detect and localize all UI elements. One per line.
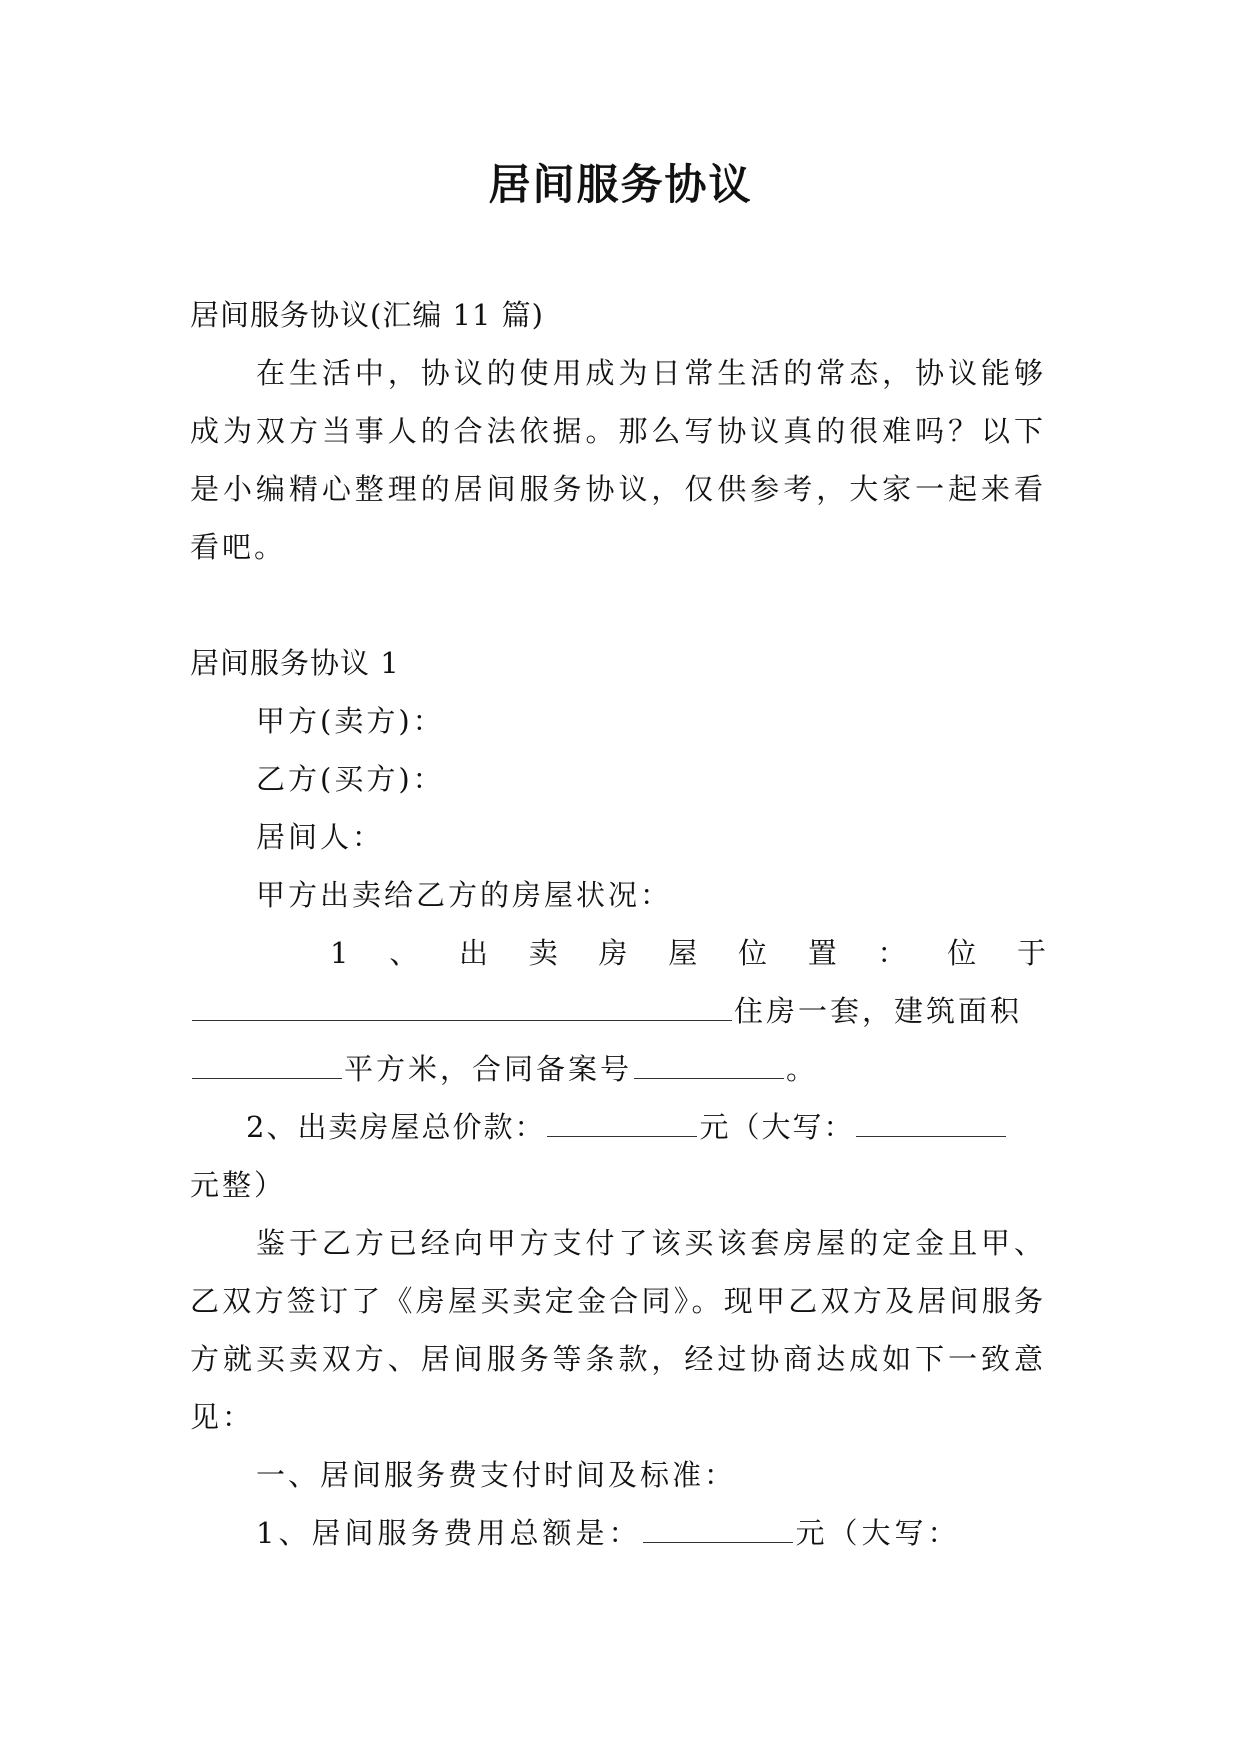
area-blank [192, 1050, 342, 1079]
item1-char: 位 [737, 936, 767, 970]
section-heading: 居间服务协议 1 [190, 646, 400, 680]
clause1-item1-line [190, 1504, 1046, 1562]
party-a-line: 甲方(卖方)： [256, 704, 445, 738]
item1-char: ： [877, 936, 907, 970]
location-blank [192, 992, 732, 1021]
clause1-item1-text-b: 元（大写： [795, 1516, 961, 1550]
item1-char: 、 [389, 936, 419, 970]
item1-char: 卖 [528, 936, 558, 970]
item1-line2 [190, 982, 1046, 1040]
total-price-capital-blank [856, 1108, 1006, 1137]
item1-char: 屋 [668, 936, 698, 970]
agreement-paragraph: 鉴于乙方已经向甲方支付了该买该套房屋的定金且甲、乙双方签订了《房屋买卖定金合同》。现甲乙双方及居间服务方就买卖双方、居间服务等条款，经过协商达成如下一致意见： [190, 1226, 1046, 1434]
item1-location-line [190, 924, 1046, 982]
property-intro-line: 甲方出卖给乙方的房屋状况： [256, 878, 673, 912]
clause1-heading: 一、居间服务费支付时间及标准： [256, 1458, 737, 1492]
document-body [190, 286, 1046, 1562]
item2-text-a: 2、出卖房屋总价款： [246, 1110, 546, 1144]
item1-line2-text: 住房一套，建筑面积 [734, 994, 1023, 1028]
service-fee-blank [643, 1514, 793, 1543]
item1-char: 置 [807, 936, 837, 970]
item1-line3-text-b: 。 [786, 1052, 819, 1086]
item1-line3 [190, 1040, 1046, 1098]
clause1-item1-text-a: 1、居间服务费用总额是： [256, 1516, 642, 1550]
broker-line: 居间人： [256, 820, 385, 854]
document-title: 居间服务协议 [488, 160, 753, 209]
item1-char: 房 [598, 936, 628, 970]
total-price-blank [547, 1108, 697, 1137]
item2-text-b: 元（大写： [699, 1110, 855, 1144]
party-b-line: 乙方(买方)： [256, 762, 445, 796]
item1-line3-text-a: 平方米，合同备案号 [344, 1052, 633, 1086]
item1-char: 1 [330, 936, 349, 970]
intro-paragraph: 在生活中，协议的使用成为日常生活的常态，协议能够成为双方当事人的合法依据。那么写协议真的很难吗？以下是小编精心整理的居间服务协议，仅供参考，大家一起来看看吧。 [190, 356, 1046, 564]
paragraph-spacer [190, 576, 1046, 634]
item2-line [190, 1098, 1046, 1156]
item1-char: 出 [458, 936, 488, 970]
item1-char: 于 [1016, 936, 1046, 970]
item1-char: 位 [947, 936, 977, 970]
item2-line2: 元整） [190, 1168, 287, 1202]
record-number-blank [634, 1050, 784, 1079]
document-subtitle: 居间服务协议(汇编 11 篇) [190, 298, 544, 332]
